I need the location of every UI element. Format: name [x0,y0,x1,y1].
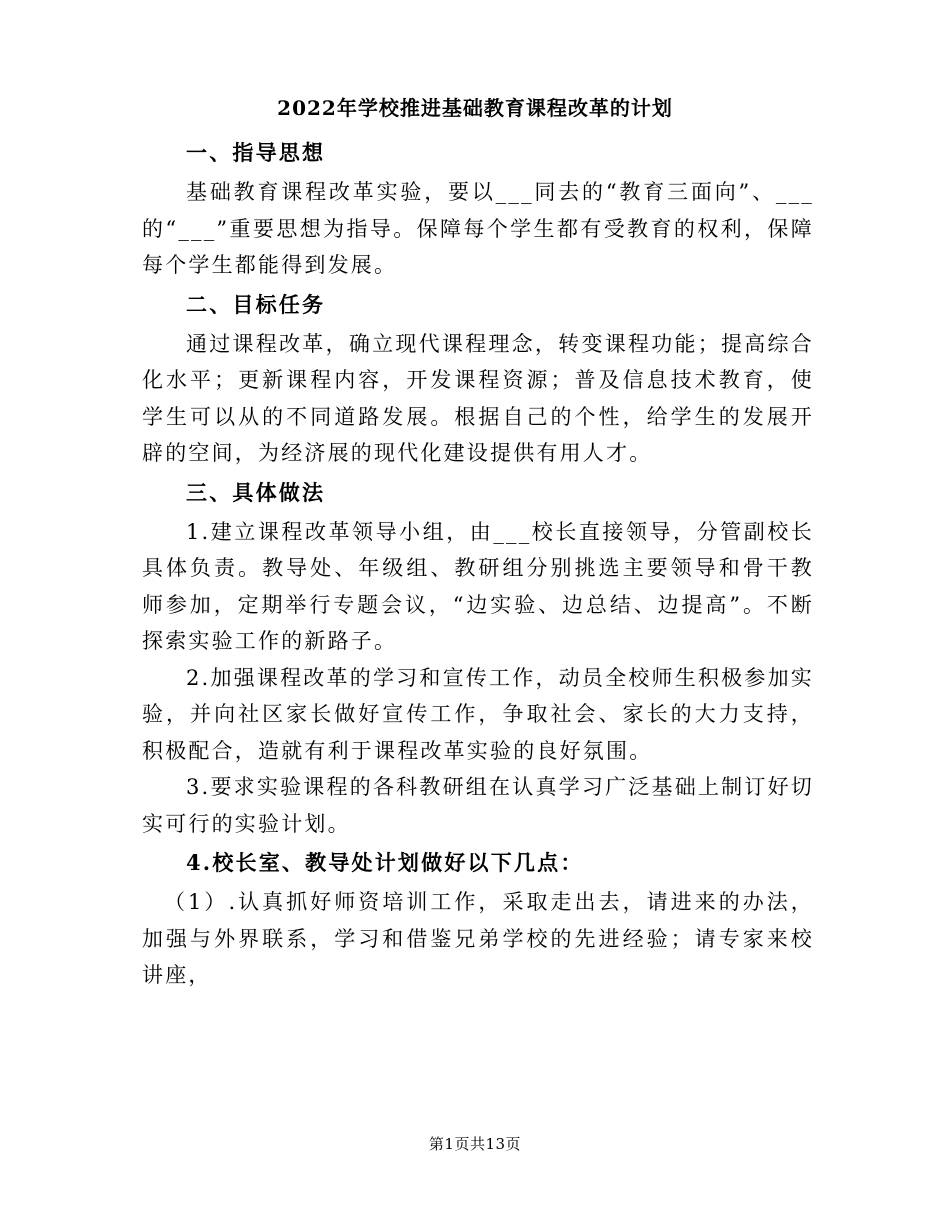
section-heading-goals: 二、目标任务 [186,291,326,317]
section-heading-methods: 三、具体做法 [186,479,326,505]
document-title: 2022年学校推进基础教育课程改革的计划 [277,96,673,120]
document-body [142,132,814,994]
paragraph-principal-office-1: （1）.认真抓好师资培训工作，采取走出去，请进来的办法，加强与外界联系，学习和借鉴兄弟学校的先进经验；请专家来校讲座， [142,890,814,987]
page-number-footer: 第1页共13页 [428,1135,522,1153]
paragraph-method-3: 3.要求实验课程的各科教研组在认真学习广泛基础上制订好切实可行的实验计划。 [142,775,814,836]
paragraph-method-2: 2.加强课程改革的学习和宣传工作，动员全校师生积极参加实验，并向社区家长做好宣传工作，争取社会、家长的大力支持，积极配合，造就有利于课程改革实验的良好氛围。 [142,665,814,763]
paragraph-method-1: 1.建立课程改革领导小组，由___校长直接领导，分管副校长具体负责。教导处、年级组、教研组分别挑选主要领导和骨干教师参加，定期举行专题会议，“边实验、边总结、边提高”。不断探索实验工作的新路子。 [142,519,814,653]
paragraph-goals: 通过课程改革，确立现代课程理念，转变课程功能；提高综合化水平；更新课程内容，开发课程资源；普及信息技术教育，使学生可以从的不同道路发展。根据自己的个性，给学生的发展开辟的空间，为经济展的现代化建设提供有用人才。 [142,331,814,465]
section-heading-principal-office: 4.校长室、教导处计划做好以下几点： [186,850,584,875]
section-heading-guiding-ideology: 一、指导思想 [186,140,326,165]
paragraph-guiding-ideology: 基础教育课程改革实验，要以___同去的“教育三面向”、___的“___”重要思想为指导。保障每个学生都有受教育的权利，保障每个学生都能得到发展。 [142,180,814,277]
